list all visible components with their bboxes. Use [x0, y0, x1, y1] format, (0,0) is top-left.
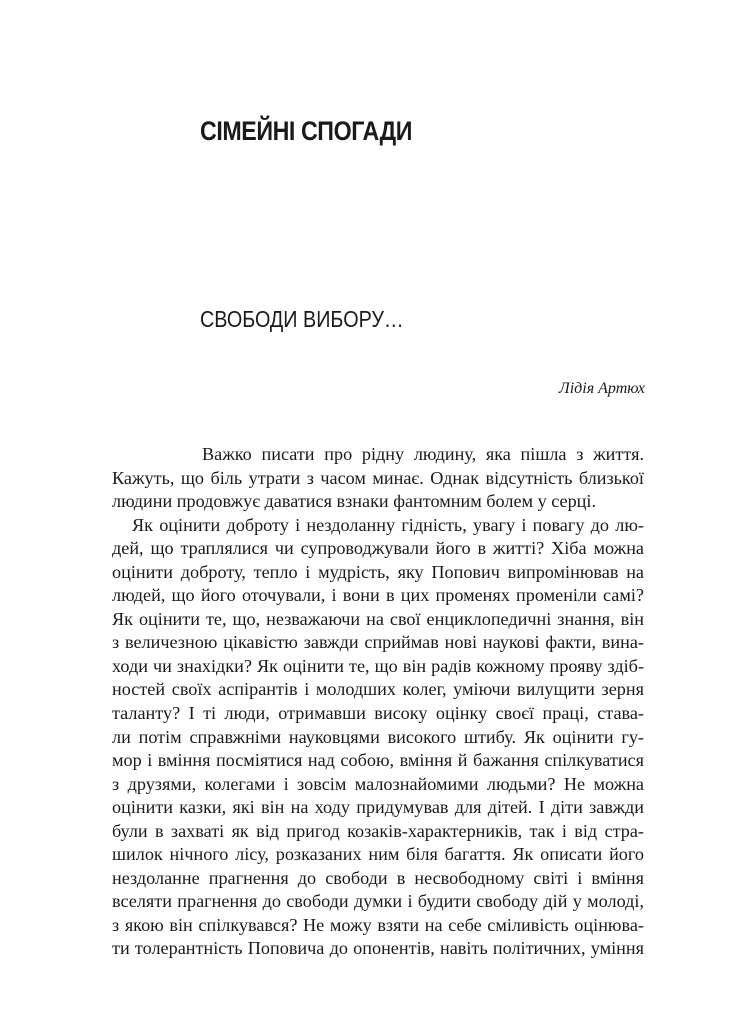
text-line: Важко писати про рідну людину, яка пішла з життя.	[202, 444, 644, 464]
text-line: з друзями, колегами і зовсім малознайомими людьми? Не можна	[112, 773, 644, 794]
text-line: Як оцінити доброту і нездоланну гідність, увагу і повагу до лю-	[132, 514, 644, 535]
text-line: оцінити казки, які він на ходу придумував для дітей. І діти завжди	[112, 797, 644, 818]
text-line: Як оцінити те, що, незважаючи на свої енциклопедичні знання, він	[112, 608, 644, 629]
text-line: шилок нічного лісу, розказаних ним біля багаття. Як описати його	[112, 844, 644, 865]
text-line: Кажуть, що біль утрати з часом минає. Однак відсутність близької	[112, 467, 644, 488]
text-line: ти толерантність Поповича до опонентів, навіть політичних, уміння	[112, 938, 644, 959]
text-line: дей, що траплялися чи супроводжували його в житті? Хіба можна	[112, 538, 644, 559]
text-line: вселяти прагнення до свободи думки і будити свободу дій у молоді,	[112, 891, 644, 912]
text-line: таланту? І ті люди, отримавши високу оцінку своєї праці, става-	[112, 703, 644, 724]
author-name: Лідія Артюх	[558, 380, 645, 397]
article-title: СВОБОДИ ВИБОРУ…	[200, 306, 404, 332]
text-line: ходи чи знахідки? Як оцінити те, що він радів кожному прояву здіб-	[112, 655, 644, 676]
article-body	[112, 443, 644, 961]
paragraph	[112, 514, 644, 961]
text-line: з величезною цікавістю завжди сприймав нові наукові факти, вина-	[112, 632, 644, 653]
text-line: були в захваті як від пригод козаків-характерників, так і від стра-	[112, 820, 644, 841]
text-line: нездоланне прагнення до свободи в несвободному світі і вміння	[112, 867, 644, 888]
text-line: мор і вміння посміятися над собою, вміння й бажання спілкуватися	[112, 750, 644, 771]
text-line: з якою він спілкувався? Не можу взяти на себе сміливість оцінюва-	[112, 914, 644, 935]
text-line: людей, що його оточували, і вони в цих променях променіли самі?	[112, 585, 644, 606]
text-line: ли потім справжніми науковцями високого штибу. Як оцінити гу-	[112, 726, 644, 747]
text-line: людини продовжує даватися взнаки фантомним болем у серці.	[112, 491, 597, 512]
text-line: оцінити доброту, тепло і мудрість, яку Попович випромінював на	[112, 561, 644, 582]
text-line: ностей своїх аспірантів і молодших колег, уміючи вилущити зерня	[112, 679, 644, 700]
paragraph	[112, 443, 644, 514]
section-title: СІМЕЙНІ СПОГАДИ	[200, 116, 413, 146]
